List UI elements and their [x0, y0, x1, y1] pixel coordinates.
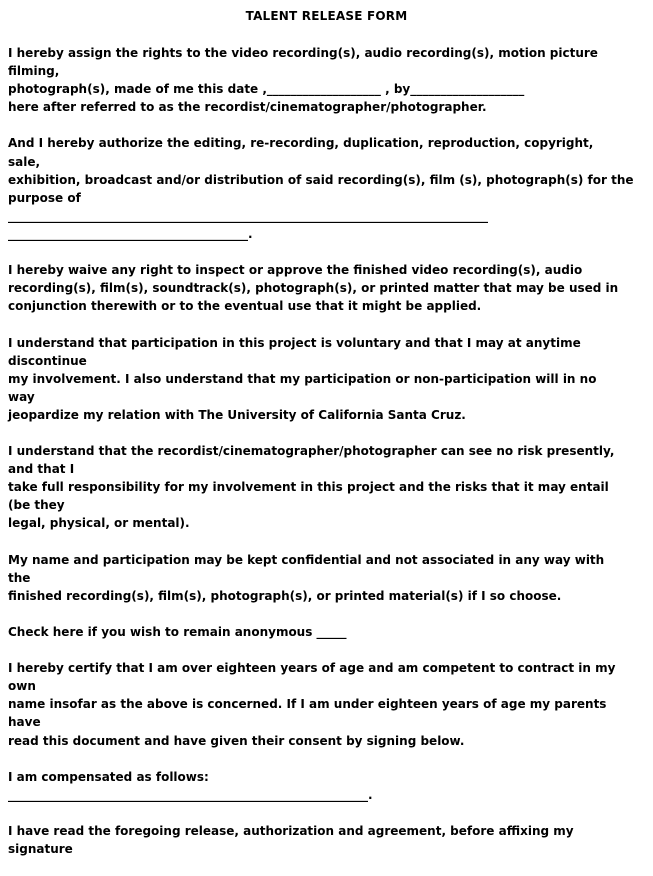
text-line: name insofar as the above is concerned. If I am under eighteen years of age my parents [8, 697, 607, 712]
text-line: and that I [8, 462, 75, 477]
text-line: way [8, 389, 35, 404]
text-line: And I hereby authorize the editing, re-recording, duplication, reproduction, copyright, [8, 136, 594, 151]
anonymous-checkbox-line[interactable]: Check here if you wish to remain anonymous _____ [8, 625, 347, 639]
form-title: TALENT RELEASE FORM [245, 9, 408, 23]
text-line: here after referred to as the recordist/cinematographer/photographer. [8, 100, 487, 115]
text-line: own [8, 679, 36, 694]
text-line: filming, [8, 64, 60, 79]
text-line: I hereby waive any right to inspect or approve the finished video recording(s), audio [8, 263, 583, 278]
confidentiality-paragraph [8, 551, 640, 605]
text-line: signature [8, 842, 73, 857]
authorization-paragraph [8, 134, 640, 243]
text-line: I have read the foregoing release, authorization and agreement, before affixing my [8, 824, 574, 839]
text-line: I hereby certify that I am over eighteen years of age and am competent to contract in my [8, 661, 616, 676]
text-line: read this document and have given their consent by signing below. [8, 733, 465, 748]
waiver-paragraph [8, 261, 640, 315]
text-line: sale, [8, 154, 41, 169]
text-line: exhibition, broadcast and/or distribution of said recording(s), film (s), photograph(s) for the [8, 172, 634, 187]
text-line: jeopardize my relation with The University of California Santa Cruz. [8, 407, 466, 422]
text-line: legal, physical, or mental). [8, 516, 190, 531]
date-and-name-blank-line[interactable]: photograph(s), made of me this date ,___________________ , by___________________ [8, 82, 525, 97]
anonymity-paragraph [8, 623, 640, 641]
text-line: I understand that the recordist/cinematographer/photographer can see no risk presently, [8, 444, 615, 459]
form-body [8, 44, 640, 876]
text-line: take full responsibility for my involvement in this project and the risks that it may entail [8, 480, 609, 495]
rights-assignment-paragraph [8, 44, 640, 116]
purpose-blank-line[interactable]: ________________________________________. [8, 226, 253, 241]
text-line: finished recording(s), film(s), photograph(s), or printed material(s) if I so choose. [8, 588, 562, 603]
text-line: recording(s), film(s), soundtrack(s), photograph(s), or printed matter that may be used in [8, 281, 619, 296]
text-line: the [8, 570, 31, 585]
age-certification-paragraph [8, 659, 640, 749]
acknowledgement-paragraph [8, 822, 640, 858]
text-line: my involvement. I also understand that my participation or non-participation will in no [8, 371, 597, 386]
text-line: (be they [8, 498, 65, 513]
text-line: conjunction therewith or to the eventual use that it might be applied. [8, 299, 482, 314]
purpose-blank-line[interactable]: ________________________________________________________________________________ [8, 208, 488, 223]
text-line: have [8, 715, 41, 730]
compensation-paragraph [8, 768, 640, 804]
text-line: purpose of [8, 190, 81, 205]
voluntary-participation-paragraph [8, 334, 640, 424]
risk-responsibility-paragraph [8, 442, 640, 532]
text-line: I hereby assign the rights to the video recording(s), audio recording(s), motion picture [8, 46, 598, 60]
compensation-blank-line[interactable]: ____________________________________________________________. [8, 787, 373, 802]
text-line: I understand that participation in this project is voluntary and that I may at anytime [8, 335, 581, 350]
text-line: discontinue [8, 353, 87, 368]
text-line: My name and participation may be kept confidential and not associated in any way with [8, 552, 605, 567]
text-line: I am compensated as follows: [8, 769, 209, 784]
